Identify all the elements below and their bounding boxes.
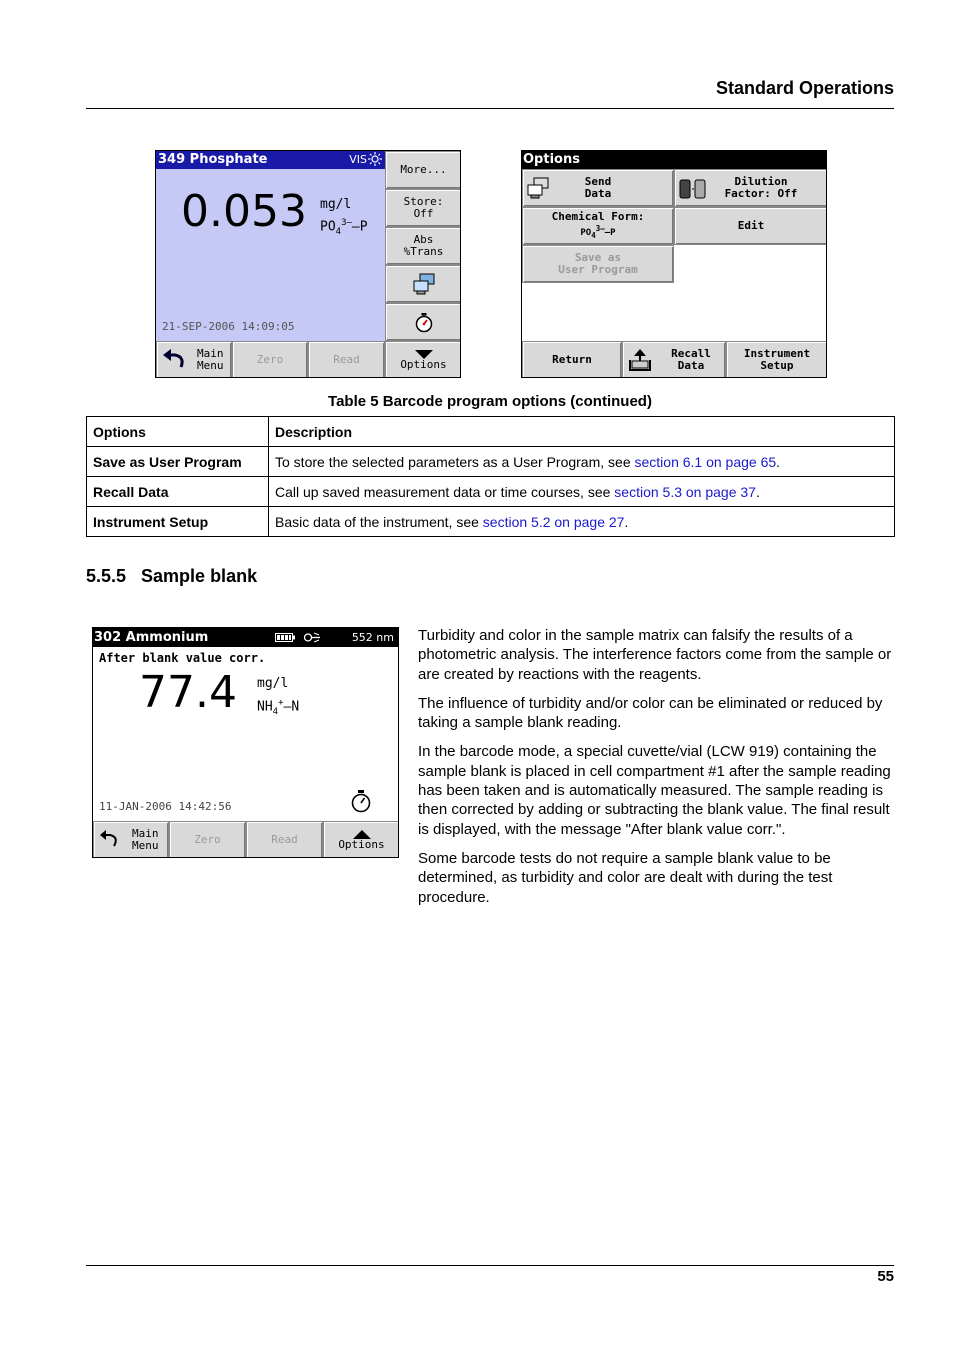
table-caption: Table 5 Barcode program options (continued) [328,393,652,410]
section-link[interactable]: section 6.1 on page 65 [634,453,777,470]
page-number: 55 [877,1268,894,1285]
zero-button[interactable]: Zero [232,341,308,378]
column-header: Description [269,417,895,447]
send-data-button[interactable] [385,265,461,303]
option-description: Basic data of the instrument, see section 5.2 on page 27. [269,507,895,537]
option-name: Recall Data [87,477,269,507]
read-button[interactable]: Read [246,821,323,858]
body-text [418,626,896,917]
recall-data-button[interactable]: Recall Data [622,341,726,378]
column-header: Options [87,417,269,447]
read-button[interactable]: Read [308,341,385,378]
battery-icon [275,633,295,642]
edit-option[interactable]: Edit [674,207,827,245]
dilution-icon [679,178,709,200]
timer-icon[interactable] [349,788,373,814]
dilution-factor-option[interactable]: Dilution Factor: Off [674,169,827,207]
return-arrow-icon [161,349,189,371]
lamp-icon [303,632,321,643]
screen-titlebar [156,151,385,169]
phosphate-measurement-screen [155,150,461,378]
section-link[interactable]: section 5.2 on page 27 [482,513,625,530]
recall-data-icon [628,348,654,372]
table-header-row [87,417,895,447]
vis-indicator: VIS [349,153,367,166]
table-row [87,447,895,477]
footer-rule [86,1265,894,1266]
section-heading: 5.5.5 Sample blank [86,566,258,586]
lamp-icon [368,152,382,166]
send-data-option[interactable]: Send Data [522,169,674,207]
options-button[interactable]: Options [385,341,461,378]
timer-button[interactable] [385,303,461,341]
page-header-title: Standard Operations [715,78,894,98]
options-titlebar: Options [522,151,826,169]
computer-icon [526,177,550,199]
option-name: Instrument Setup [87,507,269,537]
save-user-program-option[interactable]: Save as User Program [522,245,674,283]
more-button[interactable]: More... [385,151,461,189]
unit-label: mg/l [257,676,289,691]
screen-titlebar [93,628,398,647]
chemical-form-label: $NH_4^+-N$ [257,698,300,717]
header-rule [86,108,894,109]
unit-label: mg/l [320,197,352,212]
chemical-form-option[interactable]: Chemical Form: $PO_4^{3-}-P$ [522,207,674,245]
program-title: 302 Ammonium [94,630,209,645]
table-row [87,477,895,507]
main-menu-button[interactable]: Main Menu [93,821,169,858]
options-button[interactable]: Options [323,821,399,858]
abs-trans-button[interactable]: Abs %Trans [385,227,461,265]
store-button[interactable]: Store: Off [385,189,461,227]
main-menu-button[interactable]: Main Menu [156,341,232,378]
option-name: Save as User Program [87,447,269,477]
ammonium-measurement-screen [92,627,399,858]
blank-correction-message: After blank value corr. [99,651,266,665]
zero-button[interactable]: Zero [169,821,246,858]
return-arrow-icon [98,830,122,850]
option-description: Call up saved measurement data or time courses, see section 5.3 on page 37. [269,477,895,507]
measurement-value: 0.053 [181,186,307,237]
wavelength-label: 552 nm [351,631,394,644]
options-table [86,416,895,537]
return-button[interactable]: Return [522,341,622,378]
chemical-form-label: $PO_4^{3-}-P$ [320,218,368,237]
paragraph: Some barcode tests do not require a sample blank value to be determined, as turbidity and color are dealt with during the test procedure. [418,849,833,906]
options-screen [521,150,827,378]
paragraph: Turbidity and color in the sample matrix can falsify the results of a photometric analysis. The interference factors come from the sample or are created by reactions with the reagents. [418,627,892,683]
computer-icon [412,273,436,295]
timer-icon [413,311,435,333]
section-link[interactable]: section 5.3 on page 37 [614,483,756,500]
paragraph: The influence of turbidity and/or color can be eliminated or reduced by taking a sample blank reading. [418,694,883,732]
option-description: To store the selected parameters as a User Program, see section 6.1 on page 65. [269,447,895,477]
measurement-display [156,151,385,341]
instrument-setup-button[interactable]: Instrument Setup [726,341,827,378]
measurement-value: 77.4 [139,667,237,718]
table-row [87,507,895,537]
paragraph: In the barcode mode, a special cuvette/vial (LCW 919) containing the sample blank is placed in cell compartment #1 after the sample reading has been taken and is automatically measured. The sample reading is then corrected by adding or subtracting the blank value. The final result is displayed, with the message "After blank value corr.". [418,743,891,838]
date-time: 21-SEP-2006 14:09:05 [162,320,295,333]
date-time: 11-JAN-2006 14:42:56 [99,800,232,813]
program-title: 349 Phosphate [158,152,268,167]
